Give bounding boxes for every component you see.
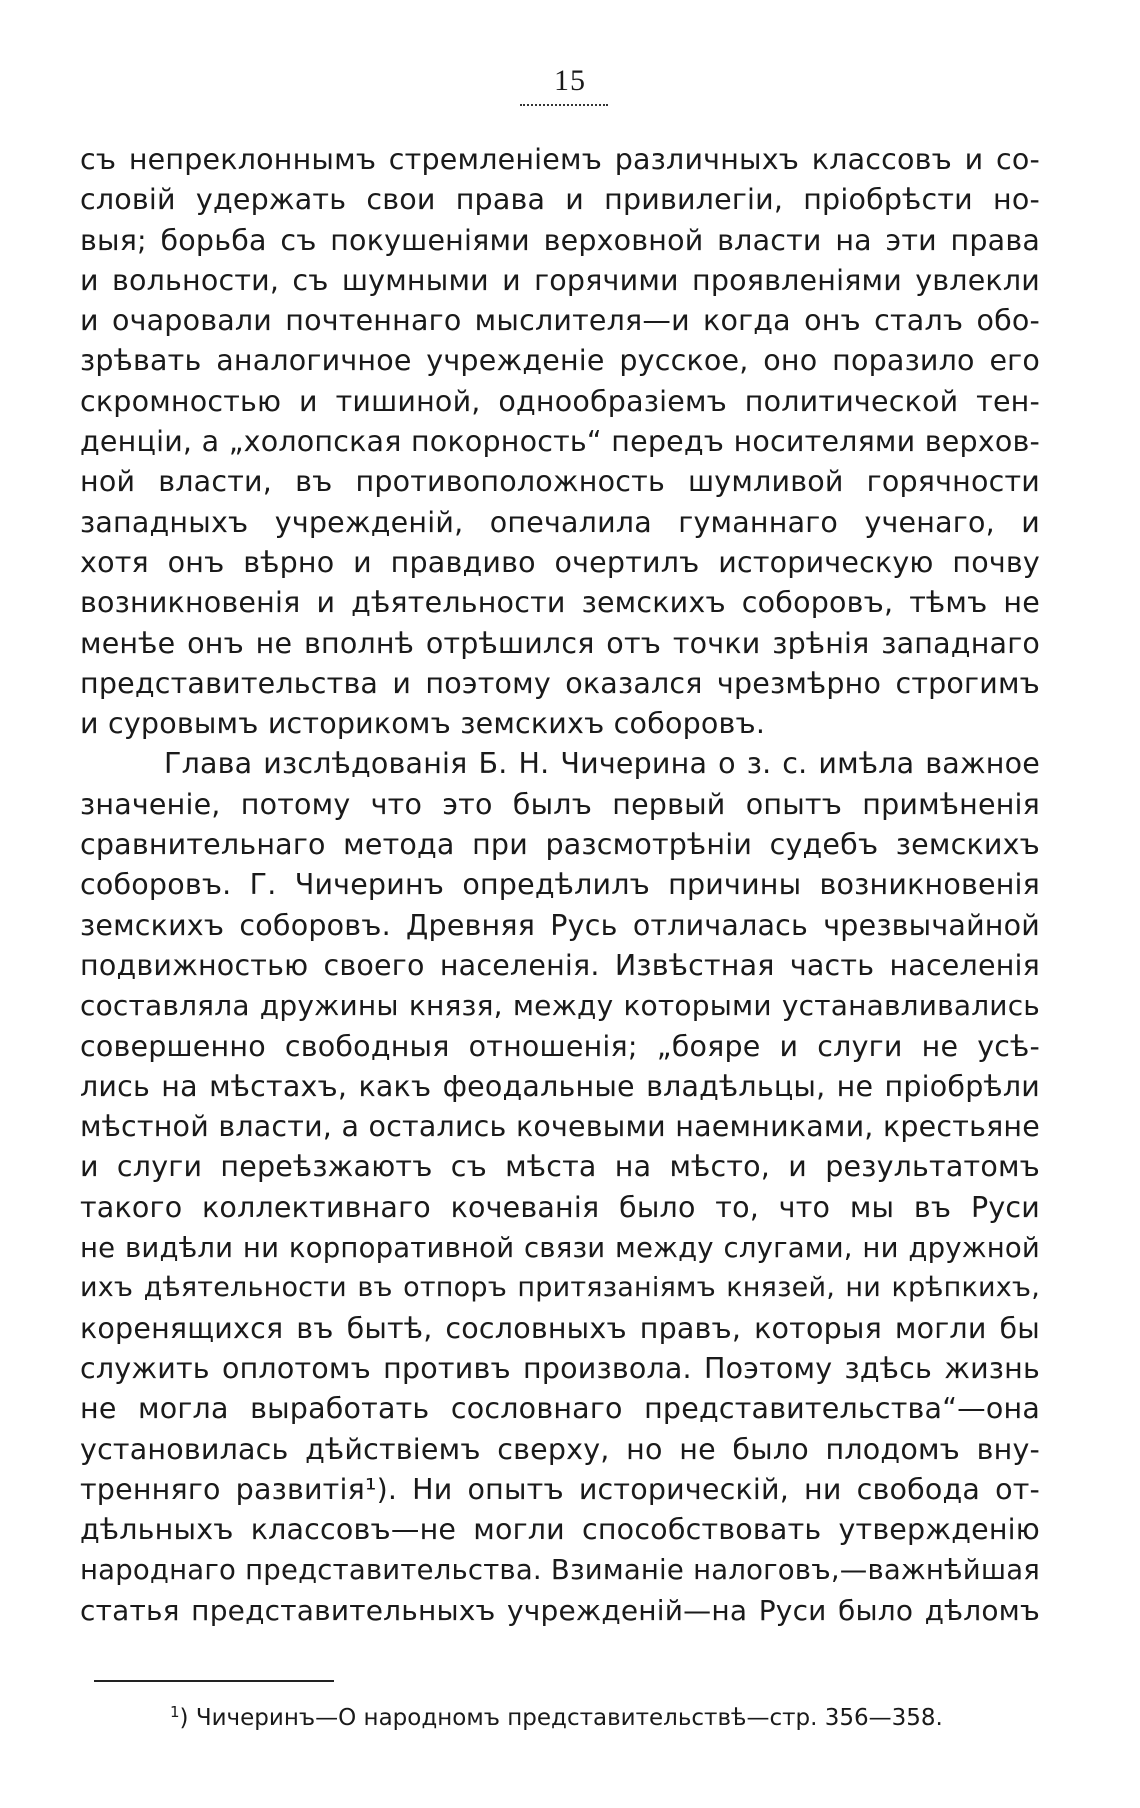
text-line: лись на мѣстахъ, какъ феодальные владѣльцы, не пріобрѣли: [80, 1069, 1040, 1103]
text-line: сравнительнаго метода при разсмотрѣніи судебъ земскихъ: [80, 828, 1040, 862]
text-line: не видѣли ни корпоративной связи между слугами, ни дружной: [80, 1232, 1040, 1265]
text-line: западныхъ учрежденій, опечалила гуманнаго ученаго, и: [80, 505, 1040, 539]
text-line: тренняго развитія¹). Ни опытъ историческій, ни свобода от-: [80, 1472, 1040, 1506]
text-line: выя; борьба съ покушеніями верховной власти на эти права: [80, 223, 1040, 257]
text-line: служить оплотомъ противъ произвола. Поэтому здѣсь жизнь: [80, 1351, 1040, 1385]
page-number-rule: [520, 104, 608, 106]
text-line: значеніе, потому что это былъ первый опытъ примѣненія: [80, 787, 1040, 821]
text-line: ной власти, въ противоположность шумливой горячности: [80, 465, 1040, 499]
text-line: составляла дружины князя, между которыми устанавливались: [80, 989, 1040, 1023]
footnote: [170, 1697, 1030, 1733]
text-line: дѣльныхъ классовъ—не могли способствовать утвержденію: [80, 1513, 1040, 1547]
text-line: и слуги переѣзжаютъ съ мѣста на мѣсто, и результатомъ: [80, 1150, 1040, 1184]
text-line: подвижностью своего населенія. Извѣстная часть населенія: [80, 948, 1040, 982]
text-line: соборовъ. Г. Чичеринъ опредѣлилъ причины возникновенія: [80, 868, 1040, 902]
text-line: мѣстной власти, а остались кочевыми наемниками, крестьяне: [80, 1110, 1040, 1144]
text-line: ихъ дѣятельности въ отпоръ притязаніямъ князей, ни крѣпкихъ,: [80, 1272, 1040, 1304]
text-line: совершенно свободныя отношенія; „бояре и слуги не усѣ-: [80, 1029, 1040, 1063]
text-line: съ непреклоннымъ стремленіемъ различныхъ классовъ и со-: [80, 143, 1040, 176]
main-text: [80, 140, 1040, 1631]
text-line: установилась дѣйствіемъ сверху, но не было плодомъ вну-: [80, 1432, 1040, 1466]
text-line: и очаровали почтеннаго мыслителя—и когда онъ сталъ обо-: [80, 304, 1040, 338]
text-line: менѣе онъ не вполнѣ отрѣшился отъ точки зрѣнія западнаго: [80, 626, 1040, 660]
text-line: скромностью и тишиной, однообразіемъ политической тен-: [80, 384, 1040, 418]
text-line: статья представительныхъ учрежденій—на Руси было дѣломъ: [80, 1593, 1040, 1627]
text-line: зрѣвать аналогичное учрежденіе русское, оно поразило его: [80, 344, 1040, 378]
text-line: народнаго представительства. Взиманіе налоговъ,—важнѣйшая: [80, 1554, 1040, 1587]
text-line: возникновенія и дѣятельности земскихъ соборовъ, тѣмъ не: [80, 586, 1040, 620]
footnote-text: ) Чичеринъ—О народномъ представительствѣ—стр. 356—358.: [179, 1705, 943, 1731]
text-line: такого коллективнаго кочеванія было то, что мы въ Руси: [80, 1190, 1040, 1224]
text-line: не могла выработать сословнаго представительства“—она: [80, 1392, 1040, 1426]
text-line: хотя онъ вѣрно и правдиво очертилъ историческую почву: [80, 545, 1040, 579]
text-line: представительства и поэтому оказался чрезмѣрно строгимъ: [80, 666, 1040, 700]
text-line: денціи, а „холопская покорность“ передъ носителями верхов-: [80, 425, 1040, 459]
text-line: земскихъ соборовъ. Древняя Русь отличалась чрезвычайной: [80, 908, 1040, 942]
text-line: и суровымъ историкомъ земскихъ соборовъ.: [80, 707, 766, 741]
text-line: и вольности, съ шумными и горячими проявленіями увлекли: [80, 263, 1040, 297]
text-line: коренящихся въ бытѣ, сословныхъ правъ, которыя могли бы: [80, 1311, 1040, 1345]
page-number: 15: [554, 64, 586, 97]
footnote-marker: 1: [170, 1703, 180, 1721]
footnote-rule: [94, 1680, 334, 1682]
text-line: Глава изслѣдованія Б. Н. Чичерина о з. с. имѣла важное: [164, 747, 1040, 781]
text-line: словій удержать свои права и привилегіи, пріобрѣсти но-: [80, 183, 1040, 217]
